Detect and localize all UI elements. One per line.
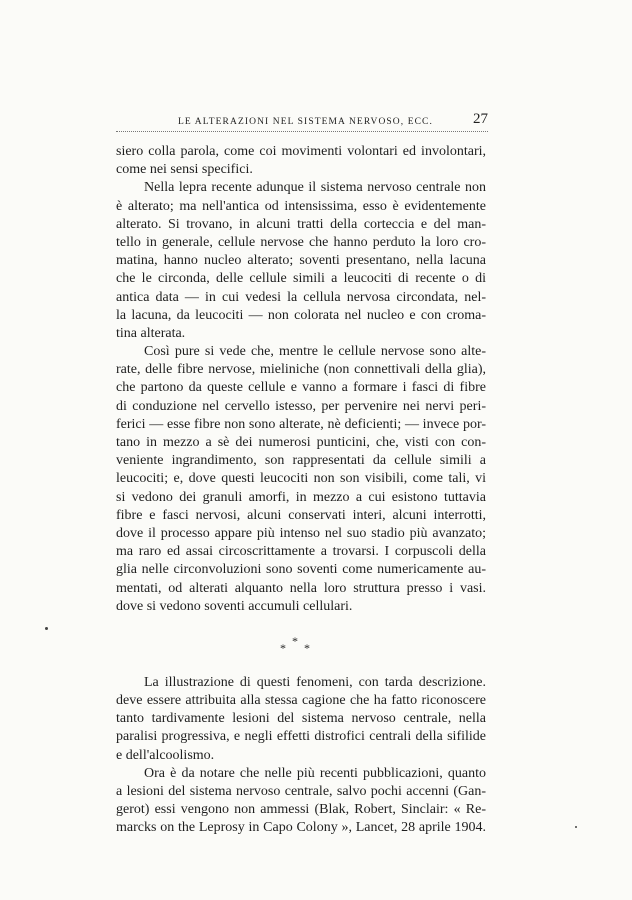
- text-line: siero colla parola, come coi movimenti volontari ed involontari,: [116, 144, 486, 159]
- text-line: rate, delle fibre nervose, mieliniche (non connettivali della glia),: [116, 362, 486, 378]
- body-text: [116, 143, 486, 838]
- text-line: veniente ingrandimento, son rappresentati da cellule simili a: [116, 453, 486, 469]
- text-line: come nei sensi specifici.: [116, 162, 253, 178]
- page-number: 27: [473, 111, 488, 127]
- text-section-2: [116, 674, 486, 838]
- text-line: è alterato; ma nell'antica od intensissima, esso è evidentemente: [116, 198, 486, 214]
- text-line: marcks on the Leprosy in Capo Colony », Lancet, 28 aprile 1904.: [116, 820, 486, 836]
- asterism: [278, 634, 318, 658]
- asterisk-left: *: [280, 640, 286, 655]
- text-line: mentati, od alterati alquanto nella loro struttura presso i vasi.: [116, 580, 486, 596]
- section-divider: [116, 616, 486, 674]
- text-line: Ora è da notare che nelle più recenti pubblicazioni, quanto: [144, 765, 486, 781]
- text-line: tanto tardivamente lesioni del sistema nervoso centrale, nella: [116, 711, 486, 727]
- text-line: fibre e fasci nervosi, alcuni conservati interi, alcuni interrotti,: [116, 507, 486, 523]
- text-line: deve essere attribuita alla stessa cagione che ha fatto riconoscere: [116, 693, 486, 709]
- scan-speck: [45, 627, 48, 630]
- asterisk-top: *: [292, 633, 298, 648]
- text-line: la lacuna, da leucociti — non colorata nel nucleo e con croma-: [116, 307, 486, 323]
- text-line: di conduzione nel cervello istesso, per pervenire nei nervi peri-: [116, 398, 486, 414]
- header-rule: [116, 131, 488, 132]
- text-line: dove il processo appare più intenso nel suo stadio più avanzato;: [116, 525, 486, 541]
- running-header: [116, 111, 488, 133]
- text-line: antica data — in cui vedesi la cellula nervosa circondata, nel-: [116, 289, 486, 305]
- running-title: LE ALTERAZIONI NEL SISTEMA NERVOSO, ECC.: [178, 117, 433, 127]
- text-line: matina, hanno nucleo alterato; soventi presentano, nella lacuna: [116, 253, 486, 269]
- text-line: si vedono dei granuli amorfi, in mezzo a cui esistono tuttavia: [116, 489, 486, 505]
- text-line: tello in generale, cellule nervose che hanno perduto la loro cro-: [116, 234, 486, 250]
- text-line: dove si vedono soventi accumuli cellulari.: [116, 598, 353, 614]
- scan-speck: [575, 826, 577, 828]
- text-line: glia nelle circonvoluzioni sono soventi come numericamente au-: [116, 562, 486, 578]
- text-line: La illustrazione di questi fenomeni, con tarda descrizione.: [144, 674, 486, 690]
- asterisk-right: *: [304, 640, 310, 655]
- text-line: leucociti; e, dove questi leucociti non son visibili, come tali, vi: [116, 471, 486, 487]
- text-line: ferici — esse fibre non sono alterate, nè deficienti; — invece por-: [116, 416, 486, 432]
- text-line: che le circonda, delle cellule simili a leucociti di recente o di: [116, 271, 486, 287]
- text-line: paralisi progressiva, e negli effetti distrofici centrali della sifilide: [116, 729, 486, 745]
- text-line: gerot) essi vengono non ammessi (Blak, Robert, Sinclair: « Re-: [116, 802, 486, 818]
- text-line: tina alterata.: [116, 325, 186, 341]
- text-line: e dell'alcoolismo.: [116, 747, 215, 763]
- text-line: Così pure si vede che, mentre le cellule nervose sono alte-: [144, 344, 486, 360]
- text-section-1: [116, 143, 486, 616]
- text-line: alterato. Si trovano, in alcuni tratti della corteccia e del man-: [116, 216, 486, 232]
- text-line: ma raro ed assai circoscrittamente a trovarsi. I corpuscoli della: [116, 544, 486, 560]
- text-line: che partono da queste cellule e vanno a formare i fasci di fibre: [116, 380, 486, 396]
- text-line: a lesioni del sistema nervoso centrale, salvo pochi accenni (Gan-: [116, 784, 486, 799]
- text-line: tano in mezzo a sè dei numerosi punticini, che, visti con con-: [116, 435, 486, 450]
- text-line: Nella lepra recente adunque il sistema nervoso centrale non: [144, 180, 486, 196]
